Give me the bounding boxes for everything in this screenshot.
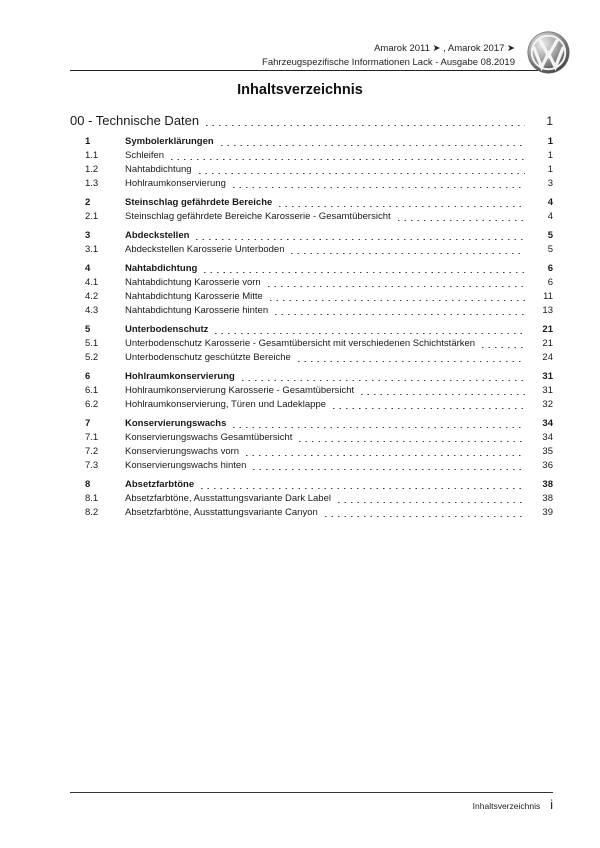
- toc-entry-title: Hohlraumkonservierung, Türen und Ladeklappe: [125, 399, 327, 410]
- toc-entry-page: 31: [542, 385, 553, 396]
- toc-entry-title: Konservierungswachs Gesamtübersicht: [125, 432, 293, 443]
- dot-leader: [204, 262, 525, 276]
- toc-entry-page: 34: [542, 418, 553, 429]
- toc-entry-title: Steinschlag gefährdete Bereiche Karosserie - Gesamtübersicht: [125, 211, 391, 222]
- dot-leader: [253, 459, 525, 473]
- dot-leader: [279, 196, 525, 210]
- toc-entry: [70, 384, 553, 398]
- toc-entry-number: 1: [85, 136, 91, 147]
- toc-entry-title: Konservierungswachs hinten: [125, 460, 247, 471]
- dot-leader: [333, 398, 525, 412]
- toc-entry-title: Hohlraumkonservierung: [125, 371, 235, 382]
- toc-entry-page: 13: [542, 305, 553, 316]
- toc-entry-title: Symbolerklärungen: [125, 136, 214, 147]
- dot-leader: [206, 112, 525, 130]
- dot-leader: [398, 210, 525, 224]
- toc-entry-title: Nahtabdichtung Karosserie Mitte: [125, 291, 263, 302]
- toc-entry-title: Hohlraumkonservierung: [125, 178, 226, 189]
- toc-entry-title: Abdeckstellen Karosserie Unterboden: [125, 244, 285, 255]
- toc-entry-number: 2.1: [85, 211, 99, 222]
- toc-entry-title: Unterbodenschutz: [125, 324, 209, 335]
- toc-entry-number: 4: [85, 263, 91, 274]
- dot-leader: [325, 506, 525, 520]
- toc-entry: [70, 243, 553, 257]
- dot-leader: [275, 304, 525, 318]
- toc-entry-page: 6: [547, 277, 553, 288]
- toc-entry-page: 39: [542, 507, 553, 518]
- dot-leader: [199, 163, 525, 177]
- vw-logo-icon: [527, 31, 570, 74]
- footer-divider: [70, 792, 553, 793]
- table-of-contents: [70, 112, 553, 520]
- toc-entry: [70, 177, 553, 191]
- toc-entry-number: 4.3: [85, 305, 99, 316]
- toc-entry-number: 6: [85, 371, 91, 382]
- toc-entry-title: Absetzfarbtöne, Ausstattungsvariante Canyon: [125, 507, 318, 518]
- footer-section-label: Inhaltsverzeichnis: [472, 801, 541, 811]
- toc-entry-title: Steinschlag gefährdete Bereiche: [125, 197, 273, 208]
- toc-entry-number: 1.2: [85, 164, 99, 175]
- toc-entry: [70, 276, 553, 290]
- toc-entry-number: 5: [85, 324, 91, 335]
- toc-entry-page: 5: [547, 230, 553, 241]
- toc-entry-page: 1: [547, 150, 553, 161]
- dot-leader: [270, 290, 525, 304]
- toc-entry: [70, 431, 553, 445]
- toc-entry-page: 4: [547, 211, 553, 222]
- toc-entry: [70, 163, 553, 177]
- dot-leader: [242, 370, 525, 384]
- toc-entry-page: 1: [547, 164, 553, 175]
- dot-leader: [233, 177, 525, 191]
- toc-entry: [70, 196, 553, 210]
- toc-entry-number: 8.2: [85, 507, 99, 518]
- toc-entry-title: Nahtabdichtung Karosserie vorn: [125, 277, 261, 288]
- toc-entry-page: 5: [547, 244, 553, 255]
- toc-entry-page: 31: [542, 371, 553, 382]
- toc-entry-title: Unterbodenschutz Karosserie - Gesamtübersicht mit verschiedenen Schichtstärken: [125, 338, 476, 349]
- toc-entry-page: 6: [547, 263, 553, 274]
- toc-entry: [70, 478, 553, 492]
- dot-leader: [221, 135, 525, 149]
- toc-entry-number: 7.1: [85, 432, 99, 443]
- toc-entry: [70, 210, 553, 224]
- toc-entry-title: Absetzfarbtöne, Ausstattungsvariante Dark Label: [125, 493, 331, 504]
- toc-chapter-page: 1: [546, 114, 553, 128]
- toc-entry-page: 1: [547, 136, 553, 147]
- toc-entry: [70, 135, 553, 149]
- toc-entry-number: 7.3: [85, 460, 99, 471]
- dot-leader: [171, 149, 525, 163]
- toc-entry: [70, 337, 553, 351]
- toc-entry-number: 4.2: [85, 291, 99, 302]
- toc-entry: [70, 304, 553, 318]
- toc-entry: [70, 370, 553, 384]
- toc-entry-page: 36: [542, 460, 553, 471]
- toc-entry-title: Konservierungswachs vorn: [125, 446, 240, 457]
- toc-entry-number: 5.1: [85, 338, 99, 349]
- toc-chapter-title: 00 - Technische Daten: [70, 113, 200, 128]
- toc-entry-title: Konservierungswachs: [125, 418, 227, 429]
- toc-entry-title: Unterbodenschutz geschützte Bereiche: [125, 352, 291, 363]
- dot-leader: [298, 351, 525, 365]
- toc-entry: [70, 492, 553, 506]
- toc-entry-page: 21: [542, 324, 553, 335]
- dot-leader: [482, 337, 525, 351]
- toc-entry: [70, 290, 553, 304]
- toc-entry: [70, 323, 553, 337]
- dot-leader: [246, 445, 525, 459]
- toc-entry-title: Hohlraumkonservierung Karosserie - Gesamtübersicht: [125, 385, 355, 396]
- toc-entry-number: 7.2: [85, 446, 99, 457]
- toc-entry-title: Nahtabdichtung Karosserie hinten: [125, 305, 269, 316]
- toc-entry-number: 3.1: [85, 244, 99, 255]
- toc-entry: [70, 506, 553, 520]
- dot-leader: [291, 243, 525, 257]
- toc-entry-page: 21: [542, 338, 553, 349]
- dot-leader: [299, 431, 525, 445]
- toc-entry-number: 6.2: [85, 399, 99, 410]
- toc-entry-number: 8: [85, 479, 91, 490]
- toc-entry-page: 38: [542, 479, 553, 490]
- toc-entry-number: 1.3: [85, 178, 99, 189]
- footer-page-number: i: [550, 798, 553, 812]
- page-footer: [473, 798, 553, 812]
- dot-leader: [338, 492, 525, 506]
- dot-leader: [361, 384, 525, 398]
- toc-entry: [70, 229, 553, 243]
- toc-entry-number: 1.1: [85, 150, 99, 161]
- toc-entry-number: 2: [85, 197, 91, 208]
- dot-leader: [268, 276, 525, 290]
- toc-entry-page: 35: [542, 446, 553, 457]
- toc-entry-number: 7: [85, 418, 91, 429]
- toc-entry: [70, 398, 553, 412]
- toc-entry-title: Schleifen: [125, 150, 165, 161]
- dot-leader: [196, 229, 525, 243]
- toc-entry-title: Nahtabdichtung: [125, 263, 198, 274]
- toc-entry: [70, 149, 553, 163]
- toc-entry-number: 3: [85, 230, 91, 241]
- toc-entry-number: 5.2: [85, 352, 99, 363]
- toc-entry-page: 32: [542, 399, 553, 410]
- toc-entry-page: 11: [543, 291, 553, 302]
- toc-entry-page: 34: [542, 432, 553, 443]
- toc-chapter-row: [70, 112, 553, 130]
- toc-entry-title: Nahtabdichtung: [125, 164, 192, 175]
- toc-entry-page: 38: [542, 493, 553, 504]
- toc-entry-title: Abdeckstellen: [125, 230, 190, 241]
- toc-entry-page: 4: [547, 197, 553, 208]
- header-model-line: Amarok 2011 ➤ , Amarok 2017 ➤: [374, 43, 515, 54]
- toc-entry: [70, 417, 553, 431]
- toc-entry: [70, 262, 553, 276]
- toc-entry-page: 3: [547, 178, 553, 189]
- header-divider: [70, 70, 553, 71]
- toc-entry: [70, 459, 553, 473]
- page-header: [70, 42, 515, 70]
- page-title: Inhaltsverzeichnis: [237, 82, 363, 98]
- toc-entry: [70, 351, 553, 365]
- toc-entry-number: 8.1: [85, 493, 99, 504]
- dot-leader: [233, 417, 525, 431]
- toc-entry: [70, 445, 553, 459]
- header-document-line: Fahrzeugspezifische Informationen Lack - Ausgabe 08.2019: [262, 57, 515, 68]
- dot-leader: [215, 323, 525, 337]
- toc-entry-number: 6.1: [85, 385, 99, 396]
- dot-leader: [201, 478, 525, 492]
- toc-entry-list: [70, 135, 553, 520]
- toc-entry-title: Absetzfarbtöne: [125, 479, 195, 490]
- toc-entry-number: 4.1: [85, 277, 99, 288]
- toc-entry-page: 24: [542, 352, 553, 363]
